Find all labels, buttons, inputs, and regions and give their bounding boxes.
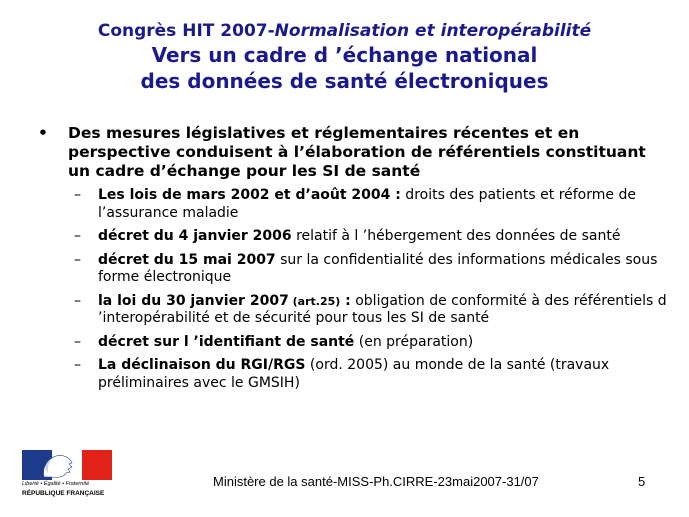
dash-marker: – bbox=[74, 357, 81, 373]
article-reference: (art.25) bbox=[288, 294, 341, 308]
bullet-marker: • bbox=[38, 124, 48, 142]
logo-motto: Liberté • Égalité • Fraternité bbox=[22, 481, 90, 487]
list-item bbox=[32, 187, 672, 222]
dash-marker: – bbox=[74, 187, 81, 203]
page-number: 5 bbox=[638, 474, 646, 489]
main-bullet bbox=[32, 124, 672, 181]
slide-title-line1: Vers un cadre d ’échange national bbox=[151, 43, 538, 67]
list-item bbox=[32, 293, 672, 328]
sub-bullet-list bbox=[32, 187, 672, 392]
law-reference: Les lois de mars 2002 et d’août 2004 : bbox=[98, 187, 401, 203]
slide-header bbox=[0, 20, 689, 94]
conference-line bbox=[0, 20, 689, 42]
dash-marker: – bbox=[74, 292, 81, 309]
list-item bbox=[32, 357, 672, 392]
law-reference: décret sur l ’identifiant de santé bbox=[98, 333, 355, 350]
conference-name: Congrès HIT 2007- bbox=[97, 21, 275, 41]
conference-theme: Normalisation et interopérabilité bbox=[274, 21, 592, 41]
slide-title-line2: des données de santé électroniques bbox=[140, 69, 549, 93]
slide-body bbox=[32, 124, 672, 398]
bullet-text: Des mesures législatives et réglementaires récentes et en perspective conduisent à l’élaboration de référentiels constituant un cadre d’échange pour les SI de santé bbox=[68, 124, 646, 180]
law-reference: décret du 4 janvier 2006 bbox=[98, 228, 292, 244]
list-item bbox=[32, 252, 672, 287]
dash-marker: – bbox=[74, 228, 81, 244]
law-reference: décret du 15 mai 2007 bbox=[98, 251, 276, 268]
list-item bbox=[32, 228, 672, 246]
law-description: (en préparation) bbox=[354, 333, 474, 350]
law-description: relatif à l ’hébergement des données de santé bbox=[291, 228, 621, 244]
law-reference-colon: : bbox=[340, 292, 351, 309]
footer-text: Ministère de la santé-MISS-Ph.CIRRE-23mai2007-31/07 bbox=[213, 474, 539, 489]
law-reference: la loi du 30 janvier 2007 bbox=[98, 292, 289, 309]
law-reference: La déclinaison du RGI/RGS bbox=[98, 357, 306, 373]
dash-marker: – bbox=[74, 333, 81, 350]
logo-republic: RÉPUBLIQUE FRANÇAISE bbox=[22, 490, 105, 497]
dash-marker: – bbox=[74, 251, 81, 268]
list-item bbox=[32, 334, 672, 352]
law-description: (ord. 2005) au monde de la santé (travaux préliminaires avec le GMSIH) bbox=[98, 357, 610, 391]
law-description: droits des patients et réforme de l’assurance maladie bbox=[98, 187, 636, 221]
law-description: obligation de conformité à des référentiels d ’interopérabilité et de sécurité pour tous les SI de santé bbox=[98, 292, 667, 326]
logo-red-band bbox=[82, 450, 112, 480]
law-description: sur la confidentialité des informations médicales sous forme électronique bbox=[98, 251, 658, 285]
